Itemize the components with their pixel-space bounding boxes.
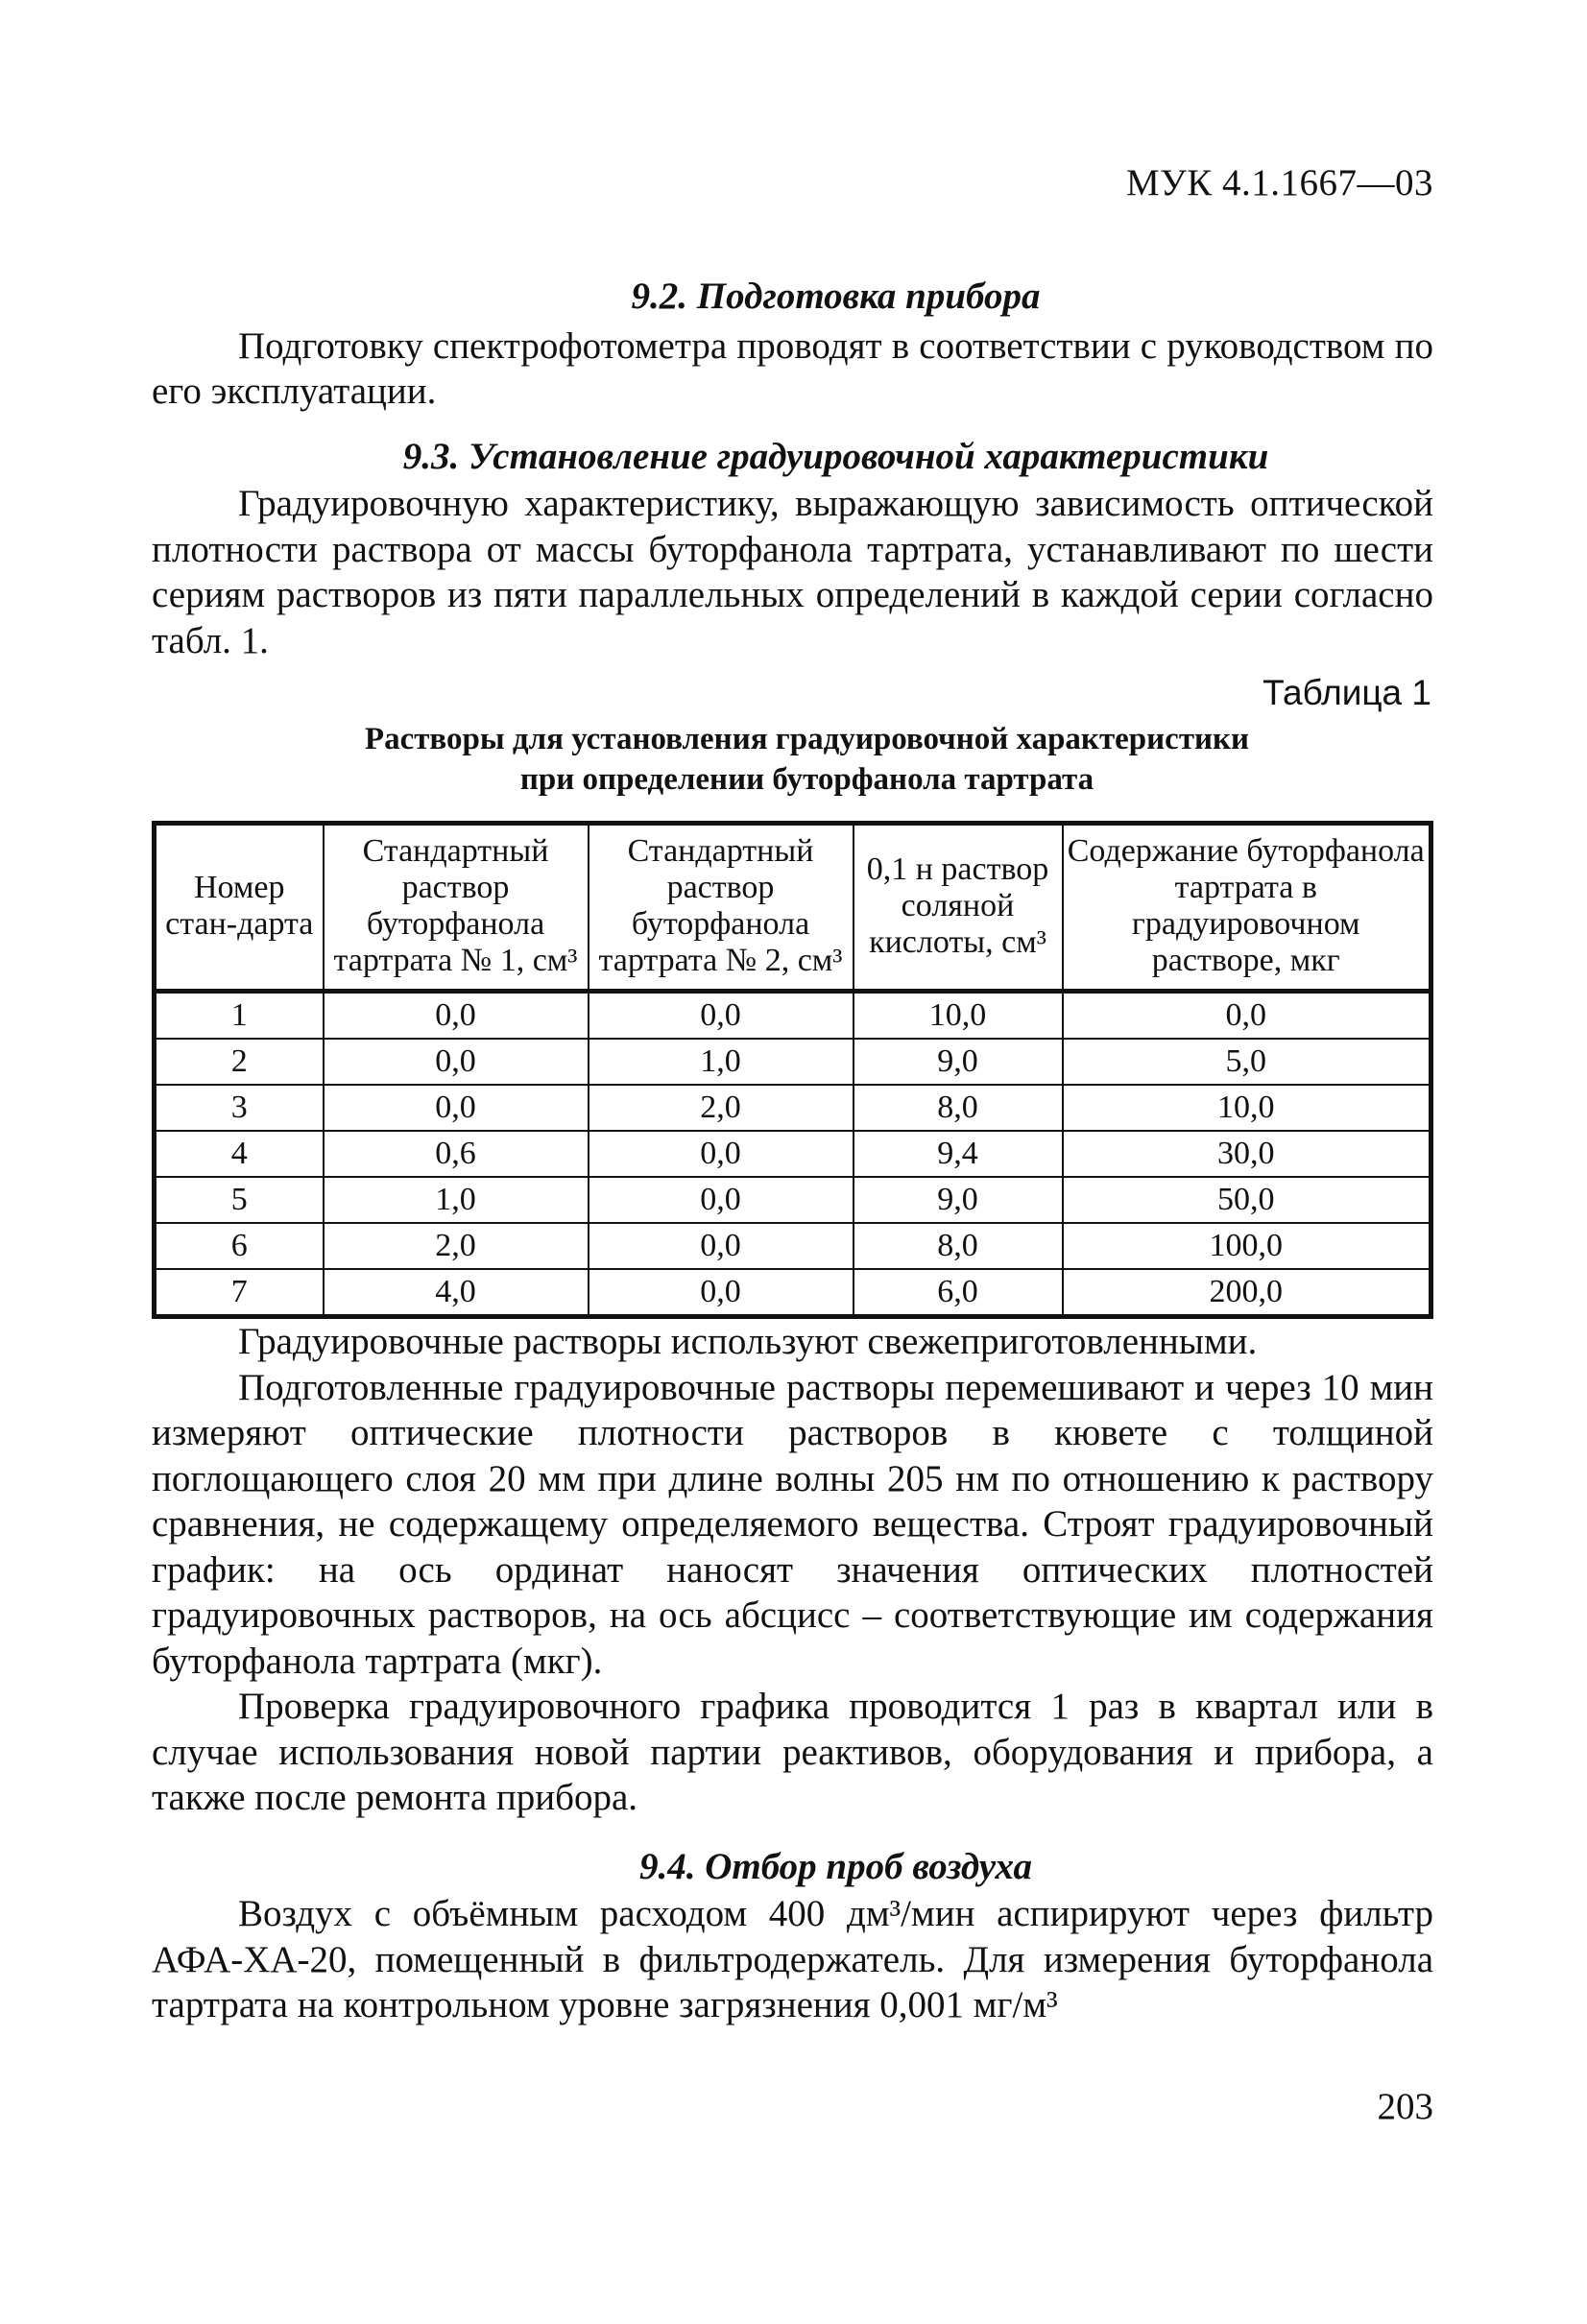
cell-solution-1-volume: 0,0 [324, 1085, 589, 1131]
table-container [152, 821, 1433, 1319]
table-caption-line-1: Растворы для установления градуировочной характеристики [364, 722, 1250, 756]
cell-content-mcg: 100,0 [1063, 1223, 1431, 1269]
page-content [152, 274, 1433, 2028]
cell-hcl-volume: 9,0 [854, 1039, 1063, 1085]
table-row [155, 1223, 1431, 1269]
header-standard-number: Номер стан-дарта [155, 824, 324, 992]
cell-solution-2-volume: 2,0 [589, 1085, 854, 1131]
section-9-3-title: 9.3. Установление градуировочной характеристики [402, 435, 1269, 477]
cell-solution-2-volume: 0,0 [589, 1131, 854, 1177]
cell-solution-1-volume: 0,0 [324, 992, 589, 1040]
section-9-2-text: Подготовку спектрофотометра проводят в соответствии с руководством по его эксплуатации. [152, 324, 1433, 412]
table-caption [152, 719, 1433, 800]
table-row [155, 1177, 1431, 1223]
cell-solution-1-volume: 1,0 [324, 1177, 589, 1223]
body-paragraph-2: Подготовленные градуировочные растворы перемешивают и через 10 мин измеряют оптические плотности растворов в кювете с толщиной поглощающего слоя 20 мм при длине волны 205 нм по отношению к раствору сравнения, не содержащему определяемого вещества. Строят градуировочный график: на ось ординат наносят значения оптических плотностей градуировочных растворов, на ось абсцисс – соответствующие им содержания буторфанола тартрата (мкг). [152, 1366, 1433, 1682]
cell-hcl-volume: 8,0 [854, 1223, 1063, 1269]
table-row [155, 1131, 1431, 1177]
cell-solution-1-volume: 2,0 [324, 1223, 589, 1269]
cell-standard-number: 4 [155, 1131, 324, 1177]
cell-hcl-volume: 10,0 [854, 992, 1063, 1040]
cell-solution-2-volume: 0,0 [589, 1223, 854, 1269]
cell-solution-2-volume: 1,0 [589, 1039, 854, 1085]
cell-solution-2-volume: 0,0 [589, 1269, 854, 1317]
table-header-row [155, 824, 1431, 992]
cell-hcl-volume: 9,0 [854, 1177, 1063, 1223]
cell-hcl-volume: 6,0 [854, 1269, 1063, 1317]
cell-hcl-volume: 9,4 [854, 1131, 1063, 1177]
section-9-4-text: Воздух с объёмным расходом 400 дм³/мин аспирируют через фильтр АФА-ХА-20, помещенный в фильтродержатель. Для измерения буторфанола тартрата на контрольном уровне загрязнения 0,001 мг/м³ [152, 1893, 1433, 2025]
cell-content-mcg: 10,0 [1063, 1085, 1431, 1131]
cell-standard-number: 1 [155, 992, 324, 1040]
cell-solution-2-volume: 0,0 [589, 992, 854, 1040]
cell-solution-1-volume: 0,0 [324, 1039, 589, 1085]
table-label: Таблица 1 [1262, 673, 1431, 712]
table-row [155, 992, 1431, 1040]
header-hcl: 0,1 н раствор соляной кислоты, см³ [854, 824, 1063, 992]
calibration-table [152, 821, 1433, 1319]
cell-standard-number: 2 [155, 1039, 324, 1085]
cell-standard-number: 3 [155, 1085, 324, 1131]
section-9-3-text: Градуировочную характеристику, выражающую зависимость оптической плотности раствора от массы буторфанола тартрата, устанавливают по шести сериям растворов из пяти параллельных определений в каждой серии согласно табл. 1. [152, 483, 1433, 661]
body-paragraph-1: Градуировочные растворы используют свежеприготовленными. [238, 1321, 1258, 1362]
cell-solution-1-volume: 4,0 [324, 1269, 589, 1317]
header-solution-2: Стандартный раствор буторфанола тартрата № 2, см³ [589, 824, 854, 992]
header-solution-1: Стандартный раствор буторфанола тартрата № 1, см³ [324, 824, 589, 992]
cell-standard-number: 6 [155, 1223, 324, 1269]
table-row [155, 1269, 1431, 1317]
table-row [155, 1039, 1431, 1085]
section-9-2-title: 9.2. Подготовка прибора [631, 276, 1041, 317]
cell-standard-number: 7 [155, 1269, 324, 1317]
header-content: Содержание буторфанола тартрата в градуировочном растворе, мкг [1063, 824, 1431, 992]
cell-content-mcg: 50,0 [1063, 1177, 1431, 1223]
cell-content-mcg: 200,0 [1209, 1274, 1283, 1309]
cell-content-mcg: 0,0 [1063, 992, 1431, 1040]
cell-standard-number: 5 [155, 1177, 324, 1223]
cell-hcl-volume: 8,0 [854, 1085, 1063, 1131]
cell-solution-1-volume: 0,6 [324, 1131, 589, 1177]
page-number: 203 [1377, 2086, 1433, 2127]
cell-solution-2-volume: 0,0 [589, 1177, 854, 1223]
table-row [155, 1085, 1431, 1131]
section-9-4-title: 9.4. Отбор проб воздуха [638, 1845, 1033, 1887]
cell-content-mcg: 5,0 [1063, 1039, 1431, 1085]
cell-content-mcg: 30,0 [1063, 1131, 1431, 1177]
document-code: МУК 4.1.1667—03 [1125, 162, 1433, 204]
table-caption-line-2: при определении буторфанола тартрата [519, 762, 1094, 797]
body-paragraph-3: Проверка градуировочного графика проводится 1 раз в квартал или в случае использования новой партии реактивов, оборудования и прибора, а также после ремонта прибора. [152, 1686, 1433, 1818]
